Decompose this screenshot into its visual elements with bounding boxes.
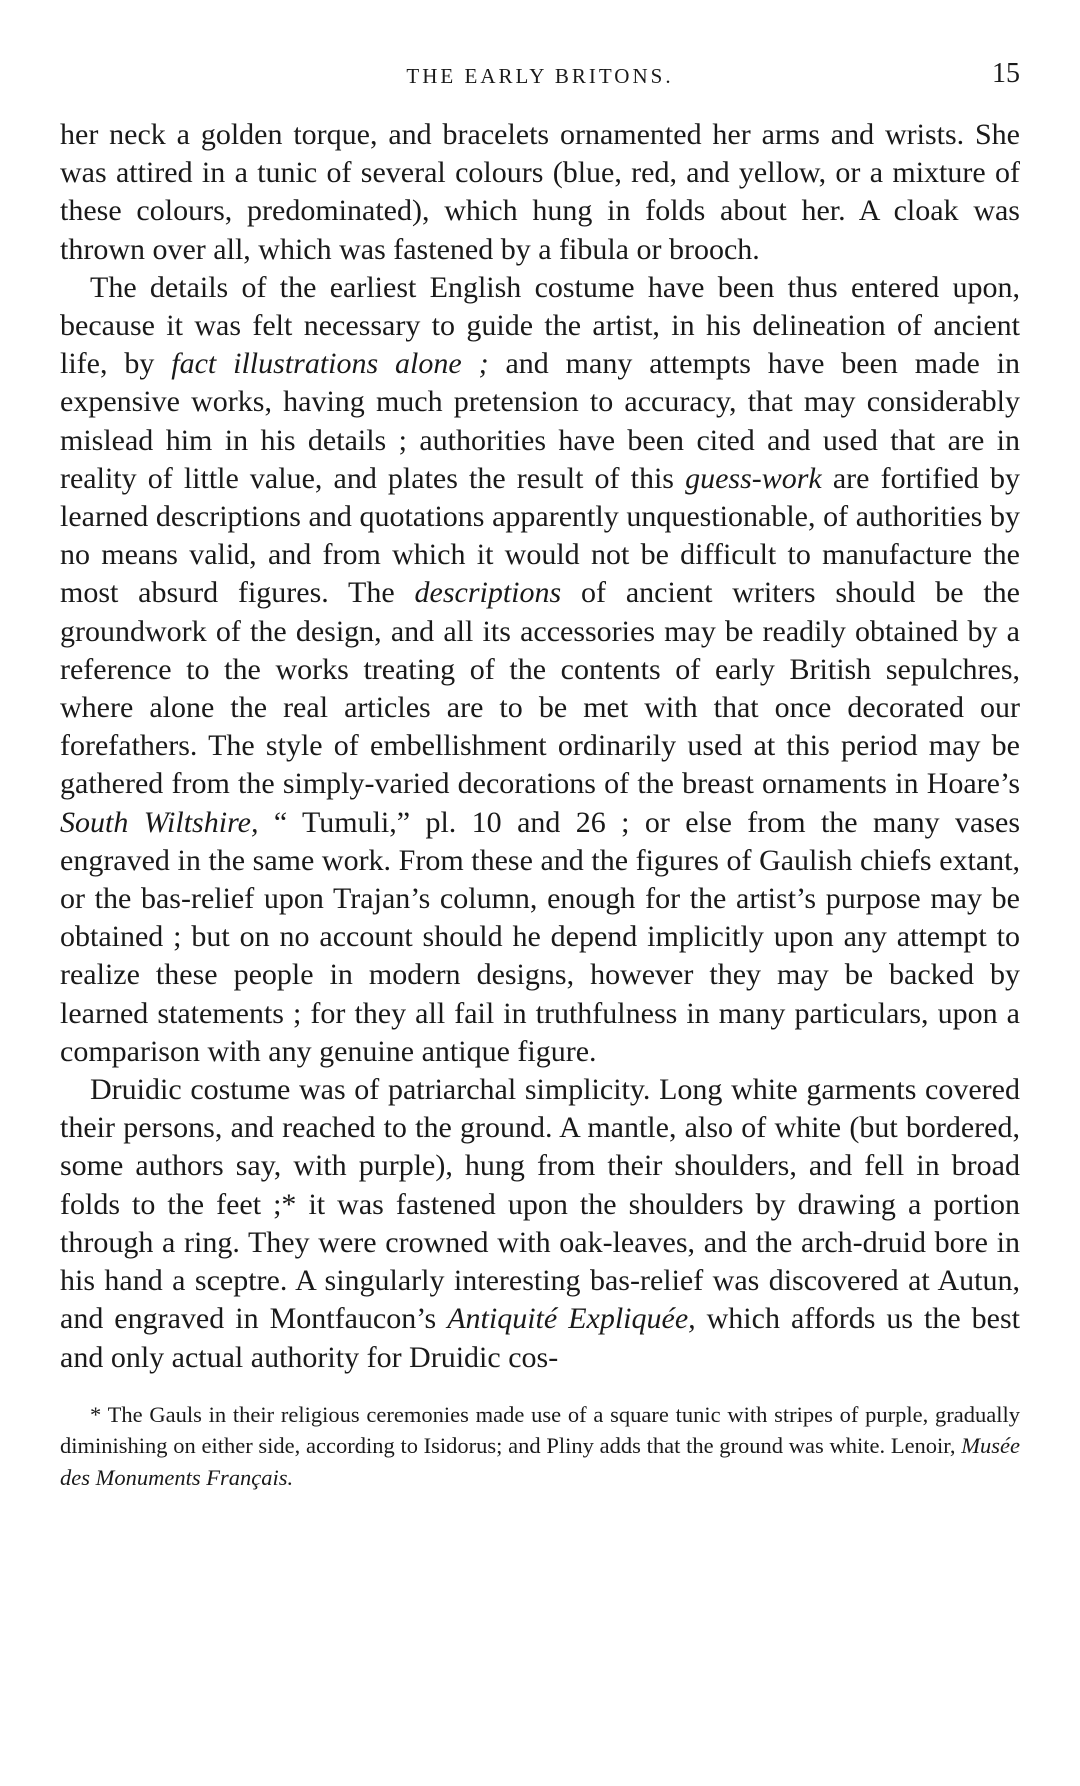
italic-segment: Musée des Monuments Français.: [60, 1433, 1020, 1490]
italic-segment: descriptions: [414, 576, 562, 610]
paragraph-3: [60, 1071, 1020, 1377]
text-segment: are fortified by learned descriptions and quotations apparently unquestionable, of authorities by no means valid, and from which it would not be difficult to manufacture the most absurd figures. The: [60, 461, 1020, 610]
running-head: [60, 58, 1020, 98]
page-number: 15: [992, 58, 1020, 89]
paragraph-1: [60, 116, 1020, 269]
italic-segment: guess-work: [685, 461, 822, 495]
text-segment: her neck a golden torque, and bracelets ornamented her arms and wrists. She was attired in a tunic of several colours (blue, red, and yellow, or a mixture of these colours, predominated), which hung in folds about her. A cloak was thrown over all, which was fastened by a fibula or brooch.: [60, 118, 1020, 266]
text-segment: The details of the earliest English costume have been thus entered upon, because it was felt necessary to guide the artist, in his delineation of ancient life, by: [60, 270, 1020, 381]
text-segment: and many attempts have been made in expensive works, having much pretension to accuracy, that may considerably mislead him in his details ; authorities have been cited and used that are in reality of little value, and plates the result of this: [60, 347, 1020, 495]
text-segment: * The Gauls in their religious ceremonies made use of a square tunic with stripes of purple, gradually diminishing on either side, according to Isidorus; and Pliny adds that the ground was white. Lenoir,: [60, 1401, 1020, 1459]
footnote-text: [60, 1399, 1020, 1494]
book-page: [60, 58, 1020, 1493]
footnote: [60, 1399, 1020, 1494]
body-text: [60, 116, 1020, 1377]
italic-segment: Antiquité Expliquée,: [447, 1302, 696, 1336]
paragraph-2: [60, 269, 1020, 1071]
italic-segment: South Wiltshire,: [60, 805, 259, 839]
italic-segment: fact illustrations alone ;: [171, 347, 489, 381]
running-title: THE EARLY BRITONS.: [406, 64, 674, 88]
text-segment: which affords us the best and only actual authority for Druidic cos-: [60, 1302, 1021, 1374]
text-segment: “ Tumuli,” pl. 10 and 26 ; or else from the many vases engraved in the same work. From these and the figures of Gaulish chiefs extant, or the bas-relief upon Trajan’s column, enough for the artist’s purpose may be obtained ; but on no account should he depend implicitly upon any attempt to realize these people in modern designs, however they may be backed by learned statements ; for they all fail in truthfulness in many particulars, upon a comparison with any genuine antique figure.: [60, 805, 1021, 1068]
text-segment: of ancient writers should be the groundwork of the design, and all its accessories may be readily obtained by a reference to the works treating of the contents of early British sepulchres, where alone the real articles are to be met with that once decorated our forefathers. The style of embellishment ordinarily used at this period may be gathered from the simply-varied decorations of the breast ornaments in Hoare’s: [60, 576, 1020, 801]
text-segment: Druidic costume was of patriarchal simplicity. Long white garments covered their persons, and reached to the ground. A mantle, also of white (but bordered, some authors say, with purple), hung from their shoulders, and fell in broad folds to the feet ;* it was fastened upon the shoulders by drawing a portion through a ring. They were crowned with oak-leaves, and the arch-druid bore in his hand a sceptre. A singularly interesting bas-relief was discovered at Autun, and engraved in Montfaucon’s: [60, 1073, 1020, 1336]
